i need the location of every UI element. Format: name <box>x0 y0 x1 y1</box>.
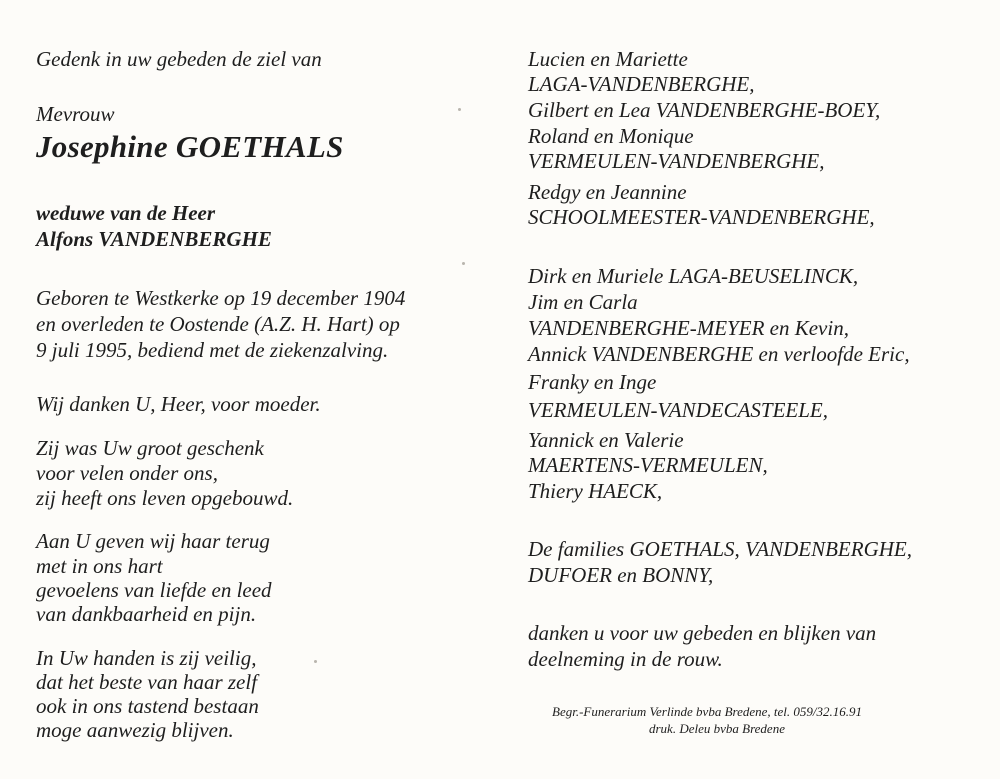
family-line: Thiery HAECK, <box>528 479 663 503</box>
poem-line: ook in ons tastend bestaan <box>36 694 259 718</box>
widow-line-2: Alfons VANDENBERGHE <box>36 227 272 251</box>
poem-line: met in ons hart <box>36 554 163 578</box>
poem-line: zij heeft ons leven opgebouwd. <box>36 486 294 510</box>
family-line: Gilbert en Lea VANDENBERGHE-BOEY, <box>528 98 881 122</box>
family-line: VANDENBERGHE-MEYER en Kevin, <box>528 316 849 340</box>
family-line: Lucien en Mariette <box>528 47 688 71</box>
closing-line: danken u voor uw gebeden en blijken van <box>528 621 877 645</box>
paper-speck <box>462 262 465 265</box>
title-text: Mevrouw <box>36 102 115 126</box>
printer-credit: druk. Deleu bvba Bredene <box>649 721 785 736</box>
poem-line: Aan U geven wij haar terug <box>36 529 270 553</box>
family-line: Annick VANDENBERGHE en verloofde Eric, <box>528 342 910 366</box>
family-line: VERMEULEN-VANDECASTEELE, <box>528 398 828 422</box>
paper-speck <box>458 108 461 111</box>
poem-line: Zij was Uw groot geschenk <box>36 436 264 460</box>
birth-line: Geboren te Westkerke op 19 december 1904 <box>36 286 406 310</box>
intro-text: Gedenk in uw gebeden de ziel van <box>36 47 322 71</box>
birth-line: en overleden te Oostende (A.Z. H. Hart) op <box>36 312 400 336</box>
family-line: VERMEULEN-VANDENBERGHE, <box>528 149 825 173</box>
poem-line: moge aanwezig blijven. <box>36 718 234 742</box>
poem-line: In Uw handen is zij veilig, <box>36 646 257 670</box>
family-line: Redgy en Jeannine <box>528 180 687 204</box>
widow-line-1: weduwe van de Heer <box>36 201 216 225</box>
family-line: LAGA-VANDENBERGHE, <box>528 72 755 96</box>
poem-line: dat het beste van haar zelf <box>36 670 258 694</box>
thanks-line: Wij danken U, Heer, voor moeder. <box>36 392 321 416</box>
family-line: Franky en Inge <box>528 370 657 394</box>
poem-line: gevoelens van liefde en leed <box>36 578 272 602</box>
family-line: Roland en Monique <box>528 124 694 148</box>
birth-line: 9 juli 1995, bediend met de ziekenzalving. <box>36 338 389 362</box>
family-line: SCHOOLMEESTER-VANDENBERGHE, <box>528 205 875 229</box>
family-line: MAERTENS-VERMEULEN, <box>528 453 768 477</box>
funeral-home-credit: Begr.-Funerarium Verlinde bvba Bredene, tel. 059/32.16.91 <box>552 704 863 719</box>
paper-speck <box>314 660 317 663</box>
deceased-name: Josephine GOETHALS <box>36 129 344 164</box>
poem-line: voor velen onder ons, <box>36 461 218 485</box>
poem-line: van dankbaarheid en pijn. <box>36 602 257 626</box>
families-line: De families GOETHALS, VANDENBERGHE, <box>528 537 912 561</box>
family-line: Jim en Carla <box>528 290 638 314</box>
closing-line: deelneming in de rouw. <box>528 647 723 671</box>
families-line: DUFOER en BONNY, <box>528 563 714 587</box>
family-line: Yannick en Valerie <box>528 428 684 452</box>
family-line: Dirk en Muriele LAGA-BEUSELINCK, <box>528 264 859 288</box>
